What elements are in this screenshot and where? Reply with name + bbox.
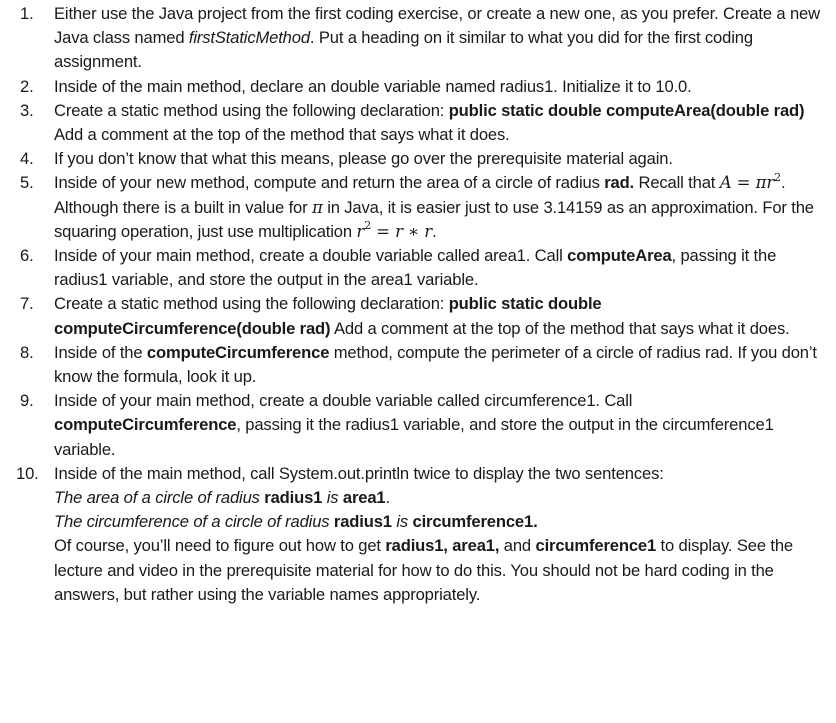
item-number: 9.: [20, 391, 34, 411]
item-text: , passing it the radius1 variable, and store the output in the circumference1 variable.: [54, 415, 774, 459]
item-text: Create a static method using the following declaration:: [54, 100, 449, 120]
param-name: rad.: [604, 173, 635, 193]
item-number: 6.: [20, 246, 34, 266]
item-text: If you don’t know that what this means, please go over the prerequisite material again.: [54, 149, 673, 169]
item-text: Inside of your new method, compute and return the area of a circle of radius: [54, 173, 605, 193]
item-number: 3.: [20, 100, 34, 120]
item-text: Create a static method using the following declaration:: [54, 294, 449, 314]
list-item-10: [16, 462, 820, 607]
item-number: 7.: [20, 294, 34, 314]
method-name: computeCircumference: [54, 415, 237, 435]
item-text: Inside of the main method, declare an double variable named radius1. Initialize it to 10.0.: [54, 76, 692, 96]
class-name: firstStaticMethod: [188, 28, 310, 48]
item-number: 2.: [20, 76, 34, 96]
method-declaration: public static double computeArea(double rad): [448, 100, 805, 120]
item-text: Inside of your main method, create a double variable called circumference1. Call: [54, 391, 633, 411]
item-text: method, compute the perimeter of a circle of radius rad. If you don’t know the formula, look it up.: [54, 342, 817, 387]
item-text: Either use the Java project from the first coding exercise, or create a new one, as you prefer. Create a new Java class named: [54, 4, 820, 48]
method-declaration: public static double computeCircumference(double rad): [54, 294, 602, 338]
closing-paragraph: Of course, you’ll need to figure out how to get radius1, area1, and circumference1 to display. See the lecture and video in the prerequisite material for how to do this. You should not be hard coding in the answers, but rather using the variable names appropriately.: [54, 536, 793, 604]
list-item-7: [20, 292, 820, 340]
list-item-9: [20, 389, 820, 462]
list-item-5: [20, 171, 820, 244]
item-text: Add a comment at the top of the method that says what it does.: [54, 125, 510, 145]
method-name: computeCircumference: [146, 342, 330, 362]
item-number: 10.: [16, 463, 39, 483]
example-sentence-area: The area of a circle of radius radius1 is area1.: [54, 488, 390, 508]
item-text: , passing it the radius1 variable, and store the output in the area1 variable.: [54, 246, 777, 290]
item-text: in Java, it is easier just to use 3.14159 as an approximation. For the squaring operation, just use multiplication: [54, 197, 814, 241]
item-text: . Put a heading on it similar to what you did for the first coding assignment.: [54, 28, 753, 72]
item-number: 1.: [20, 4, 34, 23]
pi-symbol: π: [311, 197, 323, 217]
item-number: 8.: [20, 342, 34, 362]
item-text: Inside of the: [54, 342, 147, 362]
item-text: Add a comment at the top of the method that says what it does.: [330, 318, 790, 338]
method-name: computeArea: [567, 246, 672, 266]
square-formula: $r^2 = r$ ∗ r: [356, 219, 433, 241]
item-text: .: [432, 221, 437, 241]
example-sentence-circumference: The circumference of a circle of radius radius1 is circumference1.: [54, 512, 538, 532]
list-item-8: [20, 341, 820, 389]
item-text: Inside of the main method, call System.out.println twice to display the two sentences:: [54, 463, 664, 483]
item-text: Recall that: [634, 173, 720, 193]
list-item-6: [20, 244, 820, 292]
list-item-2: [20, 75, 820, 99]
list-item-1: [20, 2, 820, 75]
item-text: Inside of your main method, create a double variable called area1. Call: [54, 246, 568, 266]
item-number: 5.: [20, 173, 34, 193]
item-text: . Although there is a built in value for: [54, 173, 786, 217]
list-item-3: [20, 99, 820, 147]
item-number: 4.: [20, 149, 34, 169]
list-item-4: [20, 147, 820, 171]
area-formula: $A = \pi r^2$: [719, 170, 781, 193]
